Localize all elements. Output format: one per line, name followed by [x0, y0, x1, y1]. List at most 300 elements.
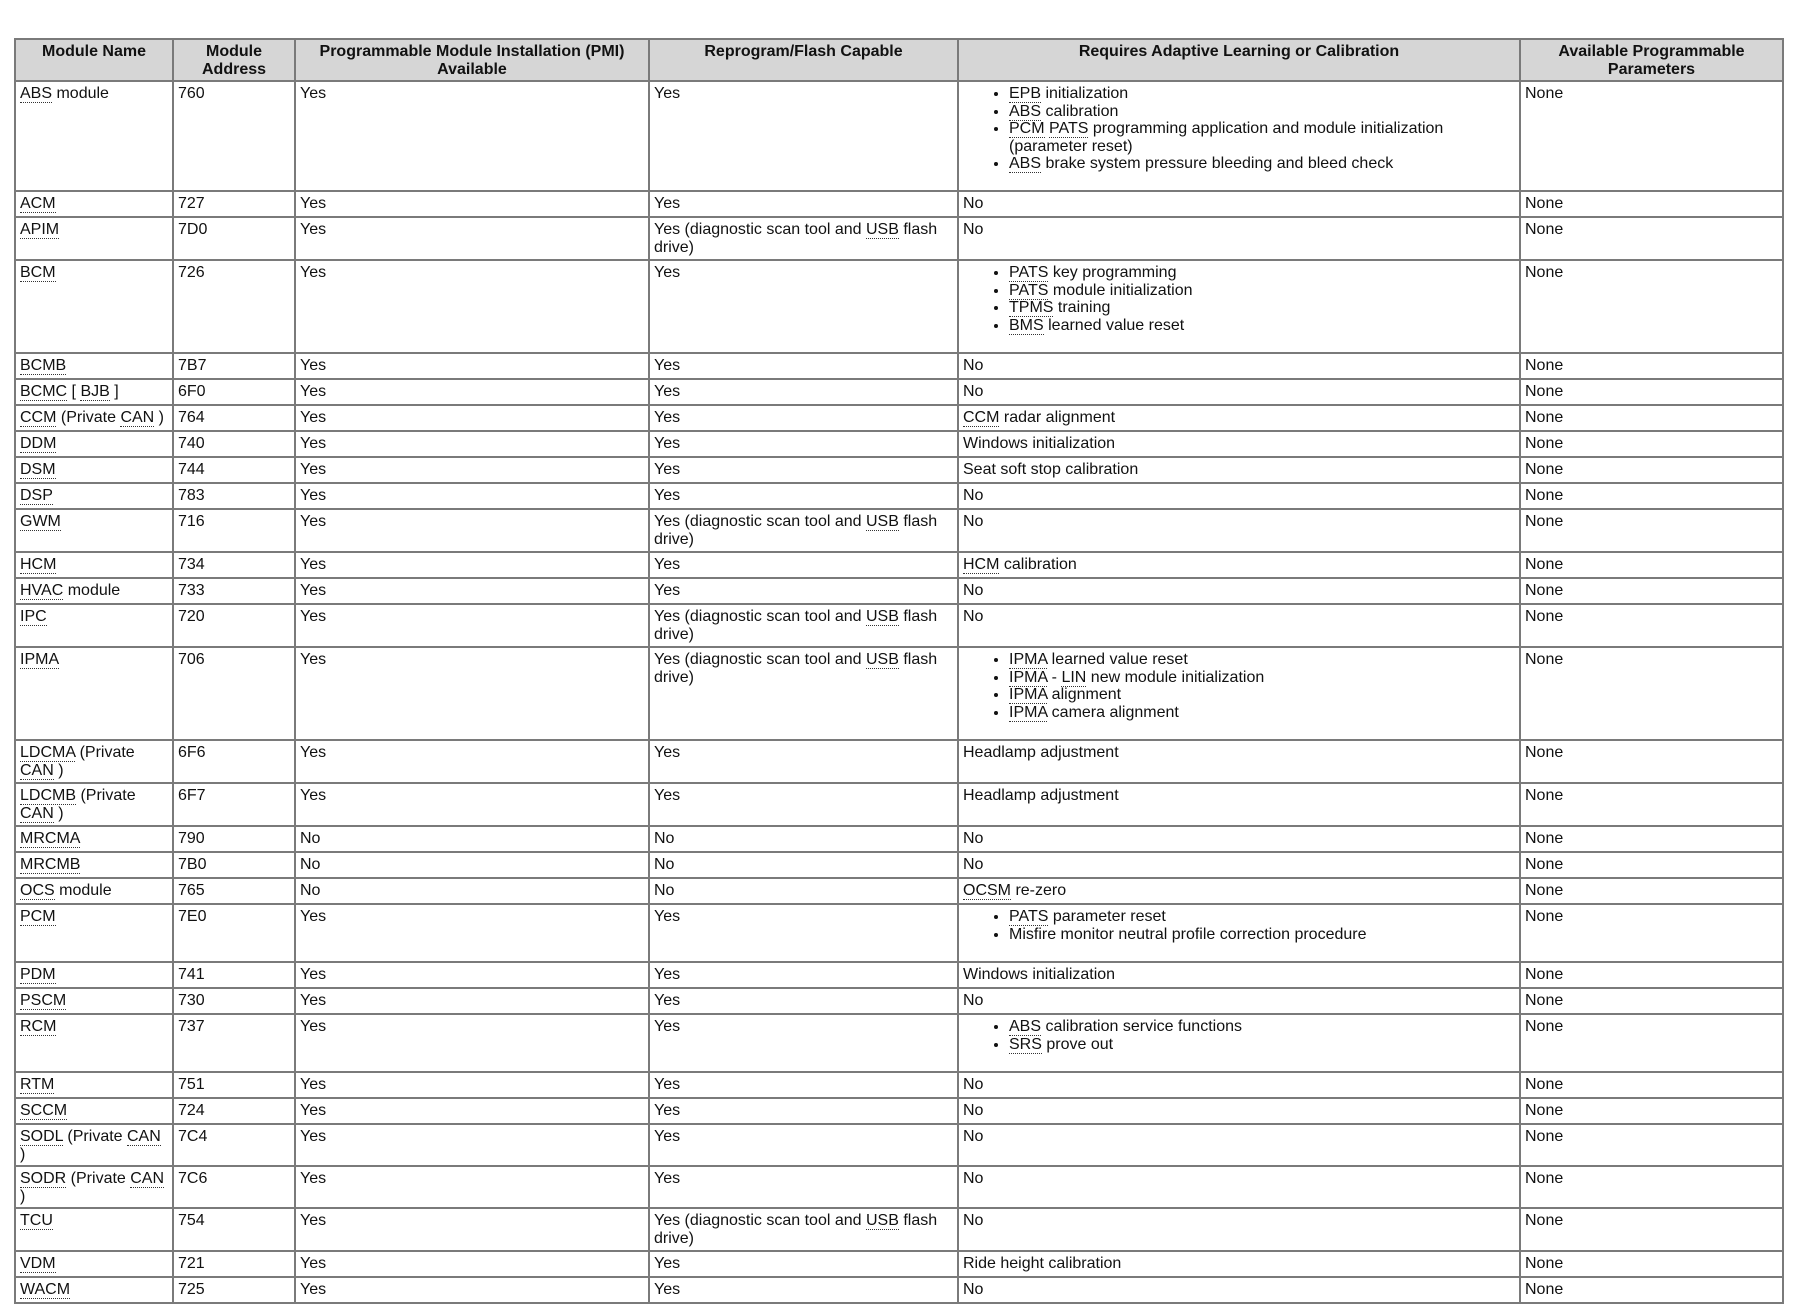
flash-capable-text: Yes [654, 195, 681, 212]
pmi-available-cell [295, 1124, 649, 1166]
module-address-cell [173, 578, 295, 604]
programmable-parameters-text: None [1525, 513, 1564, 530]
module-name-text [20, 992, 66, 1010]
adaptive-learning-text: No [963, 1076, 984, 1093]
pmi-available-text: Yes [300, 556, 327, 573]
programmable-parameters-cell [1520, 852, 1783, 878]
abbreviation: OCSM [963, 882, 1011, 899]
module-address-cell [173, 405, 295, 431]
programmable-parameters-cell [1520, 962, 1783, 988]
abbreviation: EPB [1009, 85, 1042, 102]
table-row [15, 604, 1783, 647]
module-address-text: 7B0 [178, 856, 207, 873]
table-row [15, 379, 1783, 405]
flash-capable-cell [649, 405, 958, 431]
calibration-list-item: • ABS calibration service functions [1009, 1018, 1515, 1036]
module-address-cell [173, 1277, 295, 1303]
programmable-parameters-text: None [1525, 966, 1564, 983]
adaptive-learning-cell [958, 1072, 1520, 1098]
adaptive-learning-text: No [963, 830, 984, 847]
calibration-list [963, 651, 1515, 721]
programmable-parameters-cell [1520, 1014, 1783, 1072]
module-address-cell [173, 878, 295, 904]
pmi-available-cell [295, 457, 649, 483]
module-name-cell [15, 826, 173, 852]
programmable-parameters-cell [1520, 431, 1783, 457]
module-address-text: 726 [178, 264, 205, 281]
module-name-cell [15, 1251, 173, 1277]
abbreviation: BJB [80, 383, 110, 400]
abbreviation: CAN [120, 409, 155, 426]
flash-capable-cell [649, 1166, 958, 1208]
programmable-parameters-cell [1520, 509, 1783, 552]
pmi-available-cell [295, 1208, 649, 1251]
pmi-available-cell [295, 1277, 649, 1303]
adaptive-learning-text: HCM calibration [963, 556, 1077, 573]
adaptive-learning-cell [958, 1098, 1520, 1124]
programmable-parameters-text: None [1525, 1170, 1564, 1187]
abbreviation: ABS [1009, 1018, 1042, 1035]
module-name-text [20, 1255, 56, 1273]
abbreviation: DSP [20, 487, 53, 504]
module-name-cell [15, 578, 173, 604]
pmi-available-cell [295, 1098, 649, 1124]
pmi-available-text: Yes [300, 357, 327, 374]
flash-capable-text: Yes [654, 1170, 681, 1187]
adaptive-learning-cell [958, 191, 1520, 217]
module-address-text: 737 [178, 1018, 205, 1035]
flash-capable-cell [649, 217, 958, 260]
flash-capable-cell [649, 353, 958, 379]
programmable-parameters-cell [1520, 647, 1783, 740]
module-address-text: 734 [178, 556, 205, 573]
flash-capable-text: Yes [654, 264, 681, 281]
calibration-list-item: • SRS prove out [1009, 1036, 1515, 1054]
pmi-available-text: Yes [300, 744, 327, 761]
programmable-parameters-text: None [1525, 1281, 1564, 1298]
programmable-parameters-cell [1520, 191, 1783, 217]
programmable-parameters-cell [1520, 1166, 1783, 1208]
pmi-available-cell [295, 783, 649, 826]
adaptive-learning-text: No [963, 582, 984, 599]
module-address-text: 744 [178, 461, 205, 478]
programmable-parameters-text: None [1525, 744, 1564, 761]
table-row [15, 826, 1783, 852]
module-name-cell [15, 904, 173, 962]
abbreviation: HCM [20, 556, 57, 573]
module-name-text [20, 1102, 67, 1120]
module-name-text: HVAC module [20, 582, 121, 599]
module-address-text: 724 [178, 1102, 205, 1119]
flash-capable-text: Yes [654, 85, 681, 102]
adaptive-learning-text: No [963, 1212, 984, 1229]
module-address-cell [173, 260, 295, 353]
pmi-available-text: Yes [300, 264, 327, 281]
calibration-list-item: • BMS learned value reset [1009, 317, 1515, 335]
abbreviation: WACM [20, 1281, 71, 1298]
calibration-list-item: • PATS parameter reset [1009, 908, 1515, 926]
module-name-cell [15, 1208, 173, 1251]
header-pmi-available: Programmable Module Installation (PMI) Available [295, 39, 649, 81]
module-address-text: 760 [178, 85, 205, 102]
adaptive-learning-cell [958, 1014, 1520, 1072]
abbreviation: IPMA [1009, 668, 1048, 686]
abbreviation: DDM [20, 435, 57, 452]
pmi-available-text: Yes [300, 608, 327, 625]
adaptive-learning-cell [958, 1208, 1520, 1251]
flash-capable-cell [649, 904, 958, 962]
flash-capable-cell [649, 457, 958, 483]
calibration-list-item: • IPMA - LIN new module initialization [1009, 669, 1515, 687]
abbreviation: PATS [1009, 908, 1049, 925]
module-name-text [20, 966, 56, 984]
module-address-cell [173, 457, 295, 483]
programmable-parameters-text: None [1525, 383, 1564, 400]
abbreviation: PATS [1009, 281, 1049, 299]
adaptive-learning-cell [958, 1277, 1520, 1303]
header-flash-capable: Reprogram/Flash Capable [649, 39, 958, 81]
abbreviation: USB [866, 1212, 899, 1229]
adaptive-learning-text: No [963, 513, 984, 530]
programmable-parameters-text: None [1525, 787, 1564, 804]
module-name-cell [15, 457, 173, 483]
adaptive-learning-text: No [963, 383, 984, 400]
pmi-available-text: Yes [300, 461, 327, 478]
adaptive-learning-text: OCSM re-zero [963, 882, 1067, 899]
abbreviation: IPMA [20, 651, 60, 668]
table-row [15, 81, 1783, 191]
abbreviation: CAN [20, 761, 54, 779]
module-address-cell [173, 604, 295, 647]
adaptive-learning-text: Headlamp adjustment [963, 744, 1119, 761]
calibration-list [963, 85, 1515, 173]
adaptive-learning-cell [958, 431, 1520, 457]
abbreviation: TPMS [1009, 299, 1054, 316]
module-address-cell [173, 740, 295, 783]
header-module-address: Module Address [173, 39, 295, 81]
module-address-cell [173, 783, 295, 826]
pmi-available-cell [295, 260, 649, 353]
programmable-parameters-text: None [1525, 1255, 1564, 1272]
module-name-cell [15, 431, 173, 457]
module-name-cell [15, 740, 173, 783]
module-name-text: ABS module [20, 85, 109, 102]
pmi-available-text: Yes [300, 195, 327, 212]
module-name-cell [15, 509, 173, 552]
adaptive-learning-text: No [963, 856, 984, 873]
flash-capable-cell [649, 1098, 958, 1124]
pmi-available-cell [295, 405, 649, 431]
programmable-parameters-text: None [1525, 830, 1564, 847]
adaptive-learning-text: No [963, 195, 984, 212]
programmable-parameters-cell [1520, 1251, 1783, 1277]
pmi-available-text: Yes [300, 1170, 327, 1187]
flash-capable-text: Yes [654, 1076, 681, 1093]
module-address-cell [173, 647, 295, 740]
pmi-available-cell [295, 826, 649, 852]
pmi-available-text: Yes [300, 1212, 327, 1229]
abbreviation: ACM [20, 195, 56, 212]
abbreviation: CCM [20, 409, 57, 426]
table-row [15, 509, 1783, 552]
flash-capable-cell [649, 191, 958, 217]
calibration-list-item: • PCM PATS programming application and module initialization (parameter reset) [1009, 120, 1515, 155]
module-name-cell [15, 878, 173, 904]
module-address-text: 765 [178, 882, 205, 899]
abbreviation: APIM [20, 221, 60, 238]
programmable-parameters-text: None [1525, 1076, 1564, 1093]
adaptive-learning-text: No [963, 992, 984, 1009]
adaptive-learning-text: No [963, 1102, 984, 1119]
pmi-available-cell [295, 217, 649, 260]
module-address-text: 783 [178, 487, 205, 504]
calibration-list [963, 908, 1515, 943]
flash-capable-text: Yes [654, 487, 681, 504]
flash-capable-cell [649, 783, 958, 826]
module-address-cell [173, 1072, 295, 1098]
flash-capable-cell [649, 431, 958, 457]
programmable-parameters-text: None [1525, 1018, 1564, 1035]
module-name-text: CCM (Private CAN ) [20, 409, 165, 426]
flash-capable-text: Yes [654, 1281, 681, 1298]
module-name-cell [15, 852, 173, 878]
pmi-available-cell [295, 604, 649, 647]
module-name-cell [15, 81, 173, 191]
flash-capable-text: Yes [654, 787, 681, 804]
abbreviation: PCM [1009, 120, 1045, 137]
calibration-list [963, 1018, 1515, 1053]
programmable-parameters-cell [1520, 260, 1783, 353]
module-name-text [20, 856, 80, 874]
adaptive-learning-text: No [963, 1128, 984, 1145]
flash-capable-text: Yes [654, 966, 681, 983]
abbreviation: MRCMA [20, 830, 81, 847]
module-name-cell [15, 483, 173, 509]
table-row [15, 988, 1783, 1014]
flash-capable-text: Yes [654, 908, 681, 925]
header-programmable-parameters: Available Programmable Parameters [1520, 39, 1783, 81]
programmable-parameters-cell [1520, 483, 1783, 509]
calibration-list [963, 264, 1515, 334]
module-address-text: 790 [178, 830, 205, 847]
flash-capable-text: Yes (diagnostic scan tool and USB flash drive) [654, 651, 938, 686]
adaptive-learning-cell [958, 353, 1520, 379]
programmable-parameters-text: None [1525, 556, 1564, 573]
flash-capable-text: Yes [654, 1018, 681, 1035]
pmi-available-cell [295, 353, 649, 379]
flash-capable-cell [649, 1208, 958, 1251]
adaptive-learning-cell [958, 260, 1520, 353]
module-address-text: 6F6 [178, 744, 206, 761]
abbreviation: BMS [1009, 316, 1044, 334]
pmi-available-cell [295, 578, 649, 604]
adaptive-learning-cell [958, 962, 1520, 988]
module-address-text: 740 [178, 435, 205, 452]
module-name-cell [15, 962, 173, 988]
pmi-available-cell [295, 81, 649, 191]
adaptive-learning-text: No [963, 487, 984, 504]
module-name-cell [15, 604, 173, 647]
pmi-available-text: Yes [300, 966, 327, 983]
module-address-text: 706 [178, 651, 205, 668]
abbreviation: LDCMB [20, 787, 77, 804]
calibration-list-item: • PATS key programming [1009, 264, 1515, 282]
pmi-available-cell [295, 509, 649, 552]
abbreviation: PCM [20, 908, 56, 925]
abbreviation: USB [866, 221, 899, 238]
pmi-available-cell [295, 904, 649, 962]
flash-capable-cell [649, 578, 958, 604]
module-name-cell [15, 217, 173, 260]
module-address-text: 7C4 [178, 1128, 208, 1145]
pmi-available-text: Yes [300, 487, 327, 504]
module-name-text [20, 195, 56, 213]
module-address-cell [173, 509, 295, 552]
pmi-available-cell [295, 962, 649, 988]
pmi-available-cell [295, 1166, 649, 1208]
programmable-parameters-cell [1520, 217, 1783, 260]
module-address-cell [173, 191, 295, 217]
adaptive-learning-cell [958, 878, 1520, 904]
programmable-parameters-cell [1520, 353, 1783, 379]
adaptive-learning-text: Windows initialization [963, 966, 1116, 983]
abbreviation: PDM [20, 966, 56, 983]
flash-capable-text: Yes (diagnostic scan tool and USB flash drive) [654, 1212, 938, 1247]
module-name-cell [15, 552, 173, 578]
programmable-parameters-text: None [1525, 608, 1564, 625]
table-row [15, 647, 1783, 740]
pmi-available-cell [295, 431, 649, 457]
module-name-text [20, 1076, 54, 1094]
programmable-parameters-cell [1520, 783, 1783, 826]
programmable-parameters-text: None [1525, 195, 1564, 212]
table-row [15, 578, 1783, 604]
adaptive-learning-text: Seat soft stop calibration [963, 461, 1139, 478]
pmi-available-text: Yes [300, 1128, 327, 1145]
pmi-available-text: Yes [300, 221, 327, 238]
programmable-parameters-text: None [1525, 992, 1564, 1009]
pmi-available-text: No [300, 830, 321, 847]
table-row [15, 878, 1783, 904]
module-address-cell [173, 552, 295, 578]
adaptive-learning-cell [958, 647, 1520, 740]
abbreviation: LDCMA [20, 744, 76, 761]
module-name-cell [15, 379, 173, 405]
flash-capable-text: Yes [654, 556, 681, 573]
module-address-cell [173, 217, 295, 260]
module-name-cell [15, 191, 173, 217]
abbreviation: ABS [1009, 102, 1042, 120]
table-row [15, 962, 1783, 988]
abbreviation: CAN [130, 1170, 165, 1187]
flash-capable-text: Yes [654, 992, 681, 1009]
module-address-text: 764 [178, 409, 205, 426]
abbreviation: MRCMB [20, 856, 81, 873]
flash-capable-cell [649, 483, 958, 509]
adaptive-learning-text: No [963, 608, 984, 625]
pmi-available-cell [295, 483, 649, 509]
table-row [15, 783, 1783, 826]
module-address-cell [173, 962, 295, 988]
pmi-available-cell [295, 852, 649, 878]
module-name-text [20, 513, 61, 531]
programmable-parameters-cell [1520, 904, 1783, 962]
flash-capable-cell [649, 878, 958, 904]
abbreviation: IPMA [1009, 651, 1048, 668]
programmable-parameters-cell [1520, 1124, 1783, 1166]
table-row [15, 852, 1783, 878]
programmable-parameters-text: None [1525, 908, 1564, 925]
pmi-available-text: Yes [300, 582, 327, 599]
abbreviation: OCS [20, 882, 55, 899]
adaptive-learning-cell [958, 740, 1520, 783]
adaptive-learning-cell [958, 1166, 1520, 1208]
module-table-container [14, 38, 1782, 1304]
table-row [15, 191, 1783, 217]
module-name-text [20, 830, 80, 848]
adaptive-learning-text: Windows initialization [963, 435, 1116, 452]
flash-capable-cell [649, 962, 958, 988]
module-address-text: 727 [178, 195, 205, 212]
table-row [15, 431, 1783, 457]
programmable-parameters-cell [1520, 552, 1783, 578]
pmi-available-cell [295, 740, 649, 783]
flash-capable-cell [649, 604, 958, 647]
pmi-available-cell [295, 988, 649, 1014]
module-name-cell [15, 405, 173, 431]
abbreviation: SODR [20, 1170, 67, 1187]
pmi-available-text: Yes [300, 992, 327, 1009]
programmable-parameters-cell [1520, 81, 1783, 191]
flash-capable-cell [649, 988, 958, 1014]
module-address-text: 730 [178, 992, 205, 1009]
programmable-parameters-cell [1520, 1098, 1783, 1124]
calibration-list-item: • Misfire monitor neutral profile correction procedure [1009, 926, 1515, 944]
adaptive-learning-cell [958, 405, 1520, 431]
module-address-text: 7C6 [178, 1170, 208, 1187]
abbreviation: SRS [1009, 1035, 1042, 1053]
flash-capable-cell [649, 740, 958, 783]
flash-capable-cell [649, 1072, 958, 1098]
flash-capable-text: Yes [654, 1255, 681, 1272]
pmi-available-cell [295, 1072, 649, 1098]
adaptive-learning-text: Headlamp adjustment [963, 787, 1119, 804]
programmable-parameters-cell [1520, 457, 1783, 483]
flash-capable-text: Yes [654, 1102, 681, 1119]
programmable-parameters-cell [1520, 1277, 1783, 1303]
programmable-parameters-text: None [1525, 1102, 1564, 1119]
module-table [14, 38, 1784, 1304]
module-address-cell [173, 353, 295, 379]
abbreviation: SODL [20, 1128, 63, 1145]
pmi-available-cell [295, 1251, 649, 1277]
calibration-list-item: • IPMA learned value reset [1009, 651, 1515, 669]
header-module-name: Module Name [15, 39, 173, 81]
module-address-text: 725 [178, 1281, 205, 1298]
pmi-available-text: Yes [300, 908, 327, 925]
flash-capable-text: Yes [654, 461, 681, 478]
pmi-available-text: Yes [300, 513, 327, 530]
module-address-text: 7B7 [178, 357, 207, 374]
table-row [15, 260, 1783, 353]
abbreviation: ABS [1009, 155, 1042, 172]
programmable-parameters-text: None [1525, 409, 1564, 426]
flash-capable-text: Yes (diagnostic scan tool and USB flash drive) [654, 221, 938, 256]
module-name-text: SODR (Private CAN ) [20, 1170, 165, 1205]
adaptive-learning-cell [958, 988, 1520, 1014]
pmi-available-cell [295, 379, 649, 405]
flash-capable-cell [649, 852, 958, 878]
